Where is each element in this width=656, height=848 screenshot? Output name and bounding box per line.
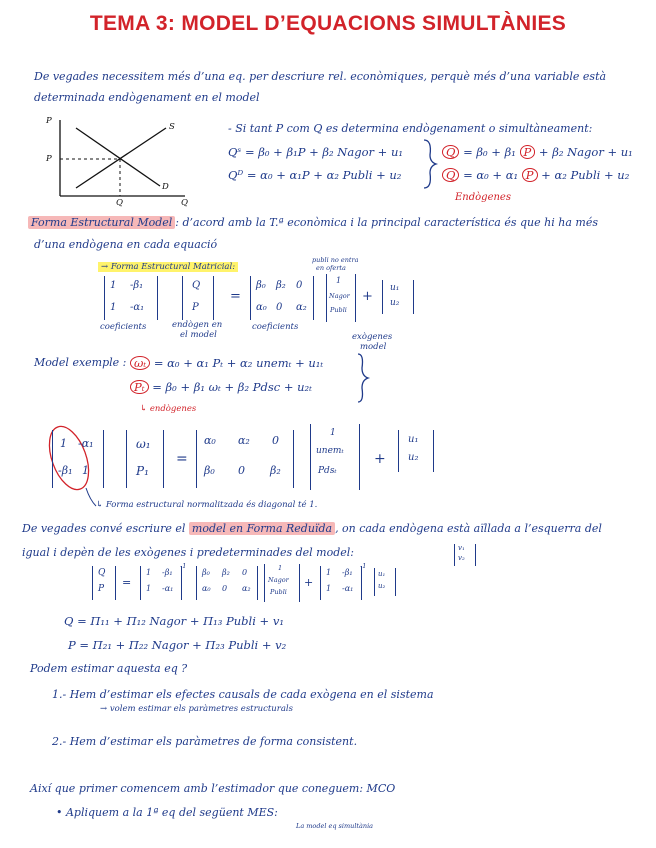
reduced-text-a: De vegades convé escriure el	[22, 522, 186, 535]
matrix-cell: α₂	[296, 302, 307, 313]
simultaneous-note: - Si tant P com Q es determina endògenament o simultàneament:	[228, 122, 593, 135]
endogenous-eq2-part-a: = α₀ + α₁	[463, 168, 519, 182]
matrix-cell: 0	[222, 584, 228, 593]
matrix-cell: 1	[60, 437, 67, 450]
estimation-bullet-note: La model eq simultània	[296, 822, 374, 830]
matrix-form-label-text: → Forma Estructural Matricial:	[98, 262, 238, 272]
graph-supply-label: S	[169, 122, 175, 132]
q-endogenous-circle-1: Q	[442, 145, 459, 159]
plus-sign: +	[362, 289, 373, 304]
graph-q-star-label: Q	[116, 198, 123, 208]
matrix-cell: 0	[238, 464, 245, 477]
example-eq1-rhs: = α₀ + α₁ Pₜ + α₂ unemₜ + u₁ₜ	[153, 356, 324, 370]
reduced-equals-sign: =	[122, 576, 132, 589]
matrix-cell: α₀	[204, 434, 216, 447]
inverse-exponent: -1	[180, 562, 187, 570]
demand-equation: Qᴰ = α₀ + α₁P + α₂ Publi + u₂	[228, 168, 402, 182]
endogenous-eq1-part-a: = β₀ + β₁	[463, 145, 516, 159]
graph-p-star-label: P	[46, 154, 52, 164]
matrix-cell: Nagor	[268, 576, 289, 584]
matrix-cell: Publi	[270, 588, 287, 596]
matrix-cell: α₀	[202, 584, 211, 593]
estimation-problem: Així que primer comencem amb l’estimador que coneguem: MCO	[30, 782, 396, 795]
matrix-cell: 0	[276, 302, 283, 313]
matrix-cell: u₁	[390, 283, 400, 293]
example-endogenous-label: ↳ endògenes	[140, 404, 197, 414]
supply-equation: Qˢ = β₀ + β₁P + β₂ Nagor + u₁	[228, 145, 403, 159]
q-endogenous-circle-2: Q	[442, 168, 459, 182]
matrix-cell: -β₁	[162, 568, 173, 577]
matrix-cell: 0	[242, 568, 248, 577]
matrix-cell: P	[98, 584, 105, 594]
matrix-cell: -β₁	[342, 568, 353, 577]
reduced-form-highlight: model en Forma Reduïda	[189, 522, 335, 535]
example-eq1-lhs: ωₜ	[130, 356, 150, 370]
graph-q-axis-label: Q	[181, 198, 188, 208]
matrix-cell: -α₁	[162, 584, 174, 593]
estimation-question: Podem estimar aquesta eq ?	[30, 662, 188, 675]
reduced-plus-sign: +	[304, 576, 314, 589]
matrix-cell: u₁	[408, 434, 419, 445]
matrix-cell: Q	[98, 568, 106, 578]
example-eq2-lhs: Pₜ	[130, 380, 149, 394]
graph-p-axis-label: P	[46, 116, 52, 126]
matrix-cell: 1	[326, 568, 332, 577]
normalized-form-note: ↳ Forma estructural normalitzada és diagonal té 1.	[96, 500, 318, 510]
publi-note-1: publi no entra	[312, 256, 359, 264]
page-title: TEMA 3: MODEL D’EQUACIONS SIMULTÀNIES	[89, 12, 567, 35]
label-coefficients-2: coeficients	[252, 322, 299, 332]
matrix-cell: v₂	[458, 554, 465, 562]
example-label: Model exemple :	[34, 356, 127, 369]
matrix-cell: P₁	[136, 464, 149, 478]
structural-text-1: : d’acord amb la T.ª econòmica i la principal característica és que hi ha més	[175, 216, 598, 229]
label-coefficients: coeficients	[100, 322, 147, 332]
estimation-bullet: • Apliquem a la 1ª eq del següent MES:	[56, 806, 278, 819]
graph-demand-label: D	[162, 182, 169, 192]
label-exogenous-2: model	[360, 342, 387, 352]
label-endogenous-1: endògen en	[172, 320, 223, 330]
matrix-cell: 1	[326, 584, 332, 593]
matrix-cell: u₂	[408, 452, 419, 463]
matrix-cell: -α₁	[342, 584, 354, 593]
example-plus-sign: +	[374, 451, 386, 467]
estimation-point-2: 2.- Hem d’estimar els paràmetres de forma consistent.	[52, 735, 358, 748]
matrix-cell: α₂	[238, 434, 250, 447]
matrix-cell: 1	[336, 276, 342, 285]
p-endogenous-circle-1: P	[520, 145, 536, 159]
matrix-cell: u₂	[378, 582, 386, 590]
equals-sign: =	[230, 289, 241, 304]
reduced-equation-p: P = Π₂₁ + Π₂₂ Nagor + Π₂₃ Publi + v₂	[68, 638, 287, 652]
matrix-cell: 1	[330, 428, 336, 438]
intro-line-1: De vegades necessitem més d’una eq. per descriure rel. econòmiques, perquè més d’una variable està	[34, 70, 607, 83]
example-equals-sign: =	[176, 451, 188, 467]
matrix-cell: 1	[278, 564, 283, 572]
reduced-form-line-2: igual i depèn de les exògenes i predeterminades del model:	[22, 546, 354, 559]
matrix-cell: β₂	[222, 568, 230, 577]
matrix-cell: α₀	[256, 302, 267, 313]
matrix-cell: β₂	[276, 280, 286, 291]
matrix-cell: α₂	[242, 584, 251, 593]
endogenous-eq1-part-b: + β₂ Nagor + u₁	[538, 145, 633, 159]
matrix-cell: β₀	[202, 568, 210, 577]
matrix-cell: 1	[110, 302, 117, 313]
matrix-cell: Q	[192, 280, 201, 291]
matrix-cell: -β₁	[130, 280, 144, 291]
inverse-exponent-2: -1	[360, 562, 367, 570]
intro-line-2: determinada endògenament en el model	[34, 91, 260, 104]
matrix-cell: -α₁	[78, 437, 94, 450]
p-endogenous-circle-2: P	[522, 168, 538, 182]
matrix-cell: P	[192, 302, 199, 313]
structural-text-2: d’una endògena en cada equació	[34, 238, 218, 251]
matrix-cell: 1	[146, 584, 152, 593]
matrix-cell: β₂	[270, 464, 281, 477]
endogenous-eq2-part-b: + α₂ Publi + u₂	[541, 168, 630, 182]
matrix-cell: Publi	[330, 306, 347, 314]
matrix-cell: u₁	[378, 570, 386, 578]
label-exogenous-1: exògenes	[352, 332, 393, 342]
matrix-cell: 1	[82, 464, 89, 477]
matrix-cell: Pdsₜ	[318, 466, 337, 476]
matrix-cell: β₀	[204, 464, 215, 477]
matrix-cell: 1	[146, 568, 152, 577]
matrix-cell: 0	[272, 434, 279, 447]
matrix-cell: 1	[110, 280, 117, 291]
reduced-equation-q: Q = Π₁₁ + Π₁₂ Nagor + Π₁₃ Publi + v₁	[64, 614, 284, 628]
matrix-cell: 0	[296, 280, 303, 291]
example-eq2-rhs: = β₀ + β₁ ωₜ + β₂ Pdsc + u₂ₜ	[152, 380, 312, 394]
matrix-cell: β₀	[256, 280, 266, 291]
estimation-point-1: 1.- Hem d’estimar els efectes causals de cada exògena en el sistema	[52, 688, 434, 701]
matrix-cell: -α₁	[130, 302, 145, 313]
matrix-cell: v₁	[458, 544, 465, 552]
matrix-cell: ω₁	[136, 437, 151, 451]
label-endogenous-2: el model	[180, 330, 217, 340]
reduced-form-line-1	[22, 522, 602, 535]
reduced-text-b: , on cada endògena està aïllada a l’esquerra del	[335, 522, 602, 535]
matrix-cell: unemₜ	[316, 446, 344, 456]
matrix-cell: -β₁	[58, 464, 73, 477]
publi-note-2: en oferta	[316, 264, 346, 272]
matrix-cell: Nagor	[329, 292, 350, 300]
structural-form-label: Forma Estructural Model	[28, 216, 175, 229]
endogenous-label: Endògenes	[455, 192, 511, 203]
estimation-point-1b: → volem estimar els paràmetres estructurals	[100, 704, 293, 714]
matrix-cell: u₂	[390, 298, 400, 308]
